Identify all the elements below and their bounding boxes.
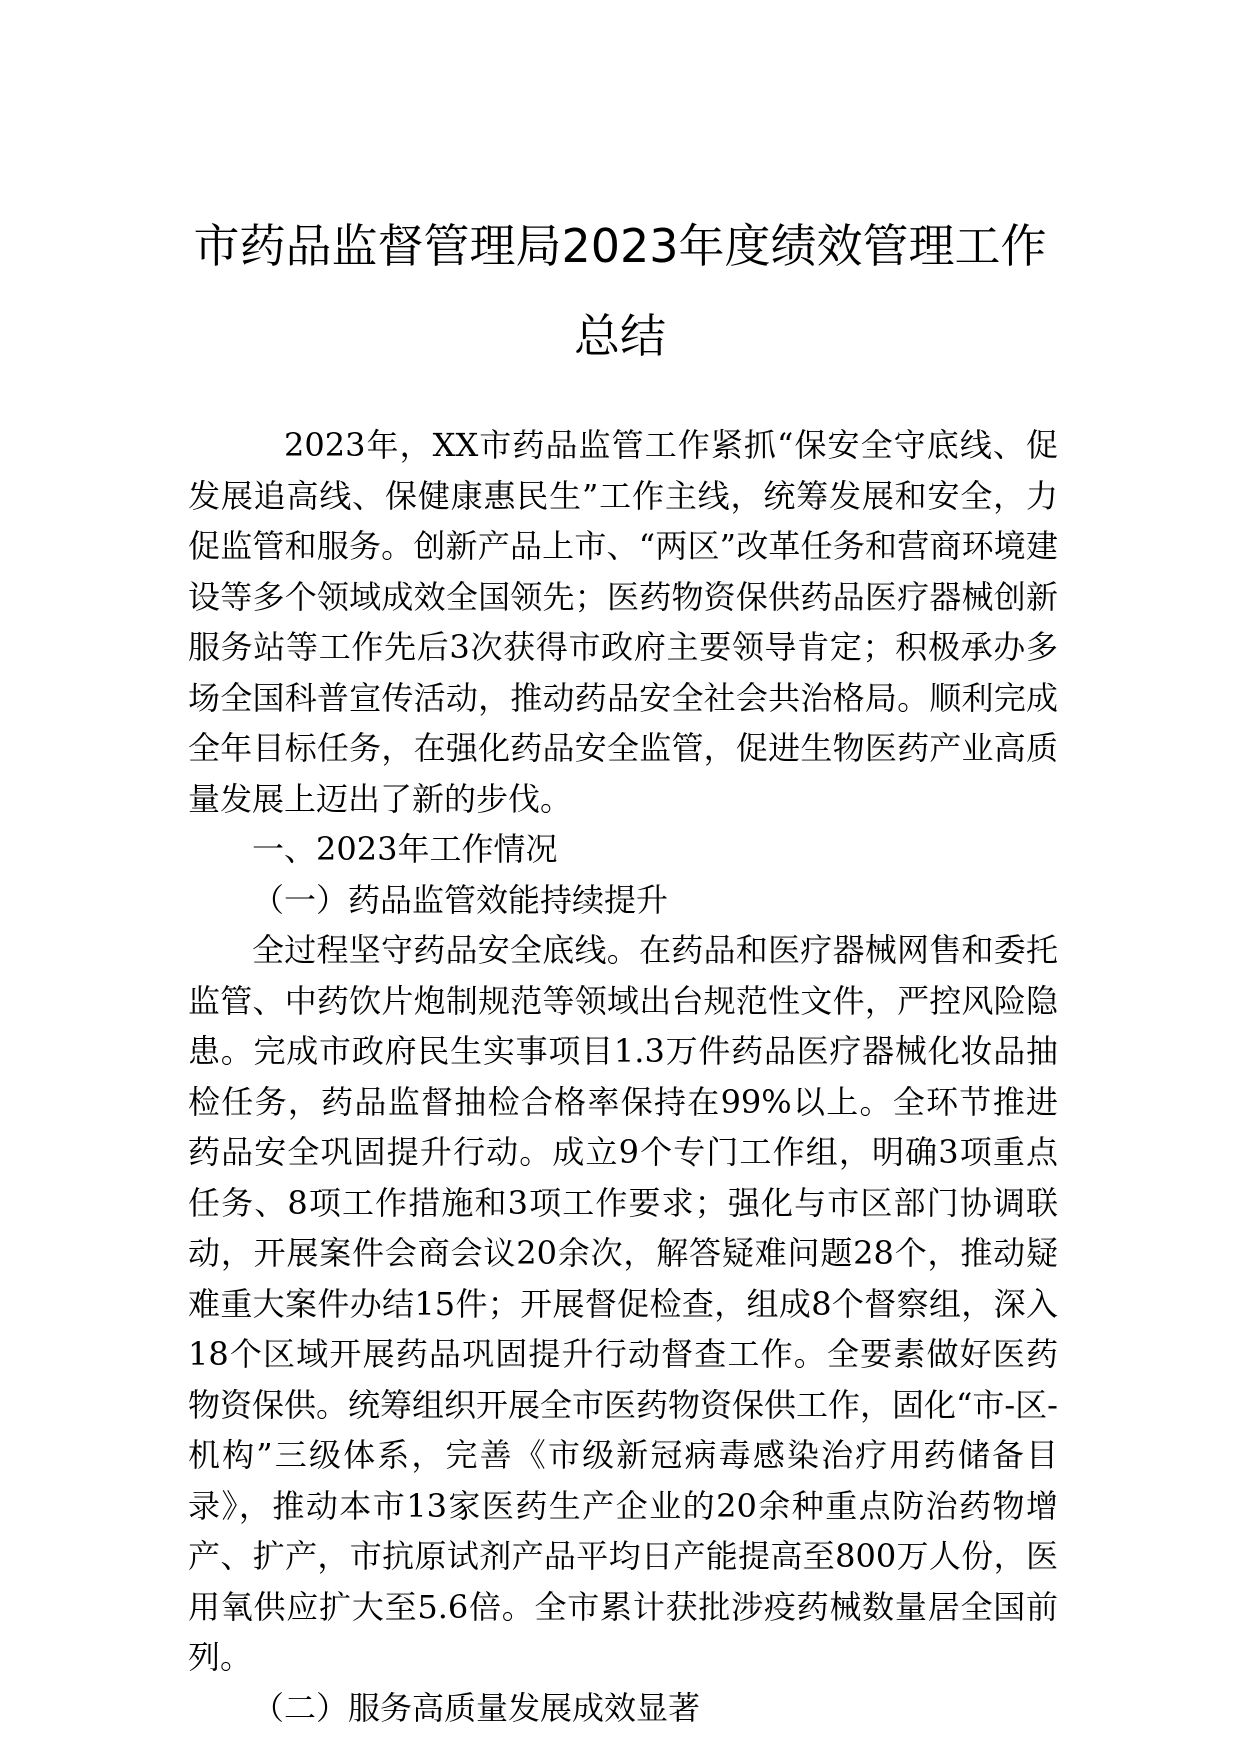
body-paragraph: 全过程坚守药品安全底线。在药品和医疗器械网售和委托监管、中药饮片炮制规范等领域出台规范性文件，严控风险隐患。完成市政府民生实事项目1.3万件药品医疗器械化妆品抽检任务，药品监督抽检合格率保持在99%以上。全环节推进药品安全巩固提升行动。成立9个专门工作组，明确3项重点任务、8项工作措施和3项工作要求；强化与市区部门协调联动，开展案件会商会议20余次，解答疑难问题28个，推动疑难重大案件办结15件；开展督促检查，组成8个督察组，深入18个区域开展药品巩固提升行动督查工作。全要素做好医药物资保供。统筹组织开展全市医药物资保供工作，固化“市-区-机构”三级体系，完善《市级新冠病毒感染治疗用药储备目录》，推动本市13家医药生产企业的20余种重点防治药物增产、扩产，市抗原试剂产品平均日产能提高至800万人份，医用氧供应扩大至5.6倍。全市累计获批涉疫药械数量居全国前列。 <box>188 931 1058 1676</box>
document-title-line-2: 总结 <box>574 309 666 363</box>
document-title-line-1: 市药品监督管理局2023年度绩效管理工作 <box>193 219 1047 273</box>
intro-paragraph: 2023年，XX市药品监管工作紧抓“保安全守底线、促发展追高线、保健康惠民生”工作主线，统筹发展和安全，力促监管和服务。创新产品上市、“两区”改革任务和营商环境建设等多个领域成效全国领先；医药物资保供药品医疗器械创新服务站等工作先后3次获得市政府主要领导肯定；积极承办多场全国科普宣传活动，推动药品安全社会共治格局。顺利完成全年目标任务，在强化药品安全监管，促进生物医药产业高质量发展上迈出了新的步伐。 <box>188 426 1058 818</box>
subsection-heading-1: （一）药品监管效能持续提升 <box>252 880 669 919</box>
subsection-heading-2: （二）服务高质量发展成效显著 <box>252 1688 701 1727</box>
section-heading-1: 一、2023年工作情况 <box>252 830 558 868</box>
document-body <box>188 420 1058 1733</box>
